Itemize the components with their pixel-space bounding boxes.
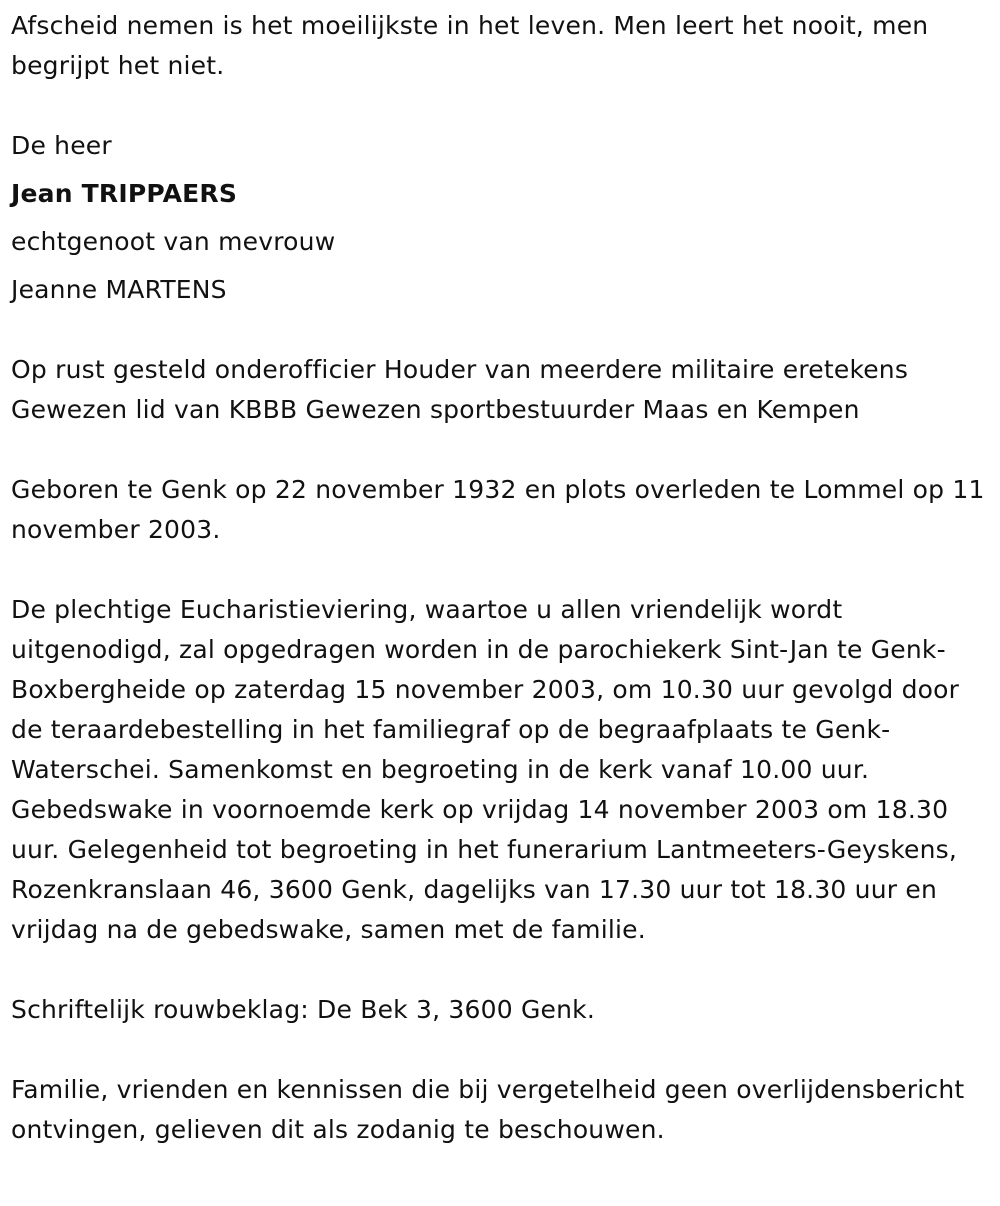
spouse-relation: echtgenoot van mevrouw — [11, 227, 336, 256]
deceased-block — [11, 126, 995, 310]
condolence-address: Schriftelijk rouwbeklag: De Bek 3, 3600 Genk. — [11, 995, 595, 1024]
obituary-notice — [11, 6, 995, 1190]
closing-note: Familie, vrienden en kennissen die bij vergetelheid geen overlijdensbericht ontvingen, gelieven dit als zodanig te beschouwen. — [11, 1075, 965, 1144]
birth-death-paragraph: Geboren te Genk op 22 november 1932 en plots overleden te Lommel op 11 november 2003. — [11, 475, 985, 544]
salutation: De heer — [11, 131, 112, 160]
titles-paragraph: Op rust gesteld onderofficier Houder van meerdere militaire eretekens Gewezen lid van KBBB Gewezen sportbestuurder Maas en Kempen — [11, 355, 909, 424]
spouse-name: Jeanne MARTENS — [11, 275, 227, 304]
ceremony-paragraph: De plechtige Eucharistieviering, waartoe u allen vriendelijk wordt uitgenodigd, zal opgedragen worden in de parochiekerk Sint-Jan te Genk-Boxbergheide op zaterdag 15 november 2003, om 10.30 uur gevolgd door de teraardebestelling in het familiegraf op de begraafplaats te Genk-Waterschei. Samenkomst en begroeting in de kerk vanaf 10.00 uur. Gebedswake in voornoemde kerk op vrijdag 14 november 2003 om 18.30 uur. Gelegenheid tot begroeting in het funerarium Lantmeeters-Geyskens, Rozenkranslaan 46, 3600 Genk, dagelijks van 17.30 uur tot 18.30 uur en vrijdag na de gebedswake, samen met de familie. — [11, 595, 960, 944]
opening-quote: Afscheid nemen is het moeilijkste in het leven. Men leert het nooit, men begrijpt het niet. — [11, 11, 929, 80]
deceased-name: Jean TRIPPAERS — [11, 179, 238, 208]
